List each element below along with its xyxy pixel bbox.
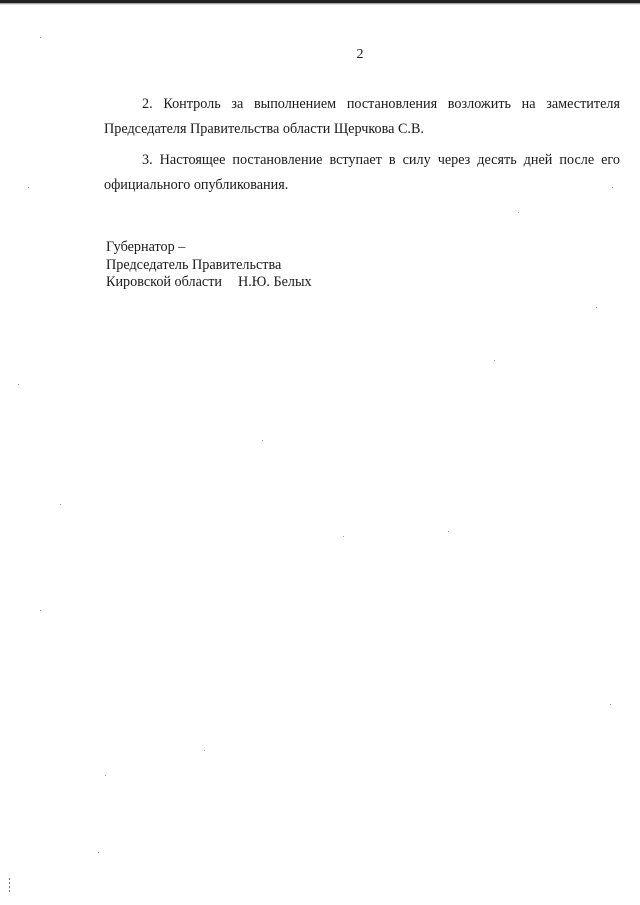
scan-speck bbox=[98, 852, 99, 853]
scan-speck bbox=[494, 360, 495, 361]
signature-title-line3: Кировской области bbox=[106, 274, 222, 290]
signature-block bbox=[106, 239, 312, 292]
scan-speck bbox=[262, 440, 263, 441]
signature-title-line2: Председатель Правительства bbox=[106, 256, 282, 273]
scan-speck bbox=[105, 775, 106, 776]
scan-margin-mark bbox=[9, 878, 10, 892]
scan-speck bbox=[60, 504, 61, 505]
scan-speck bbox=[28, 187, 29, 188]
paragraph-effective-date-line1: 3. Настоящее постановление вступает в силу через десять дней после его bbox=[142, 152, 620, 168]
scan-top-edge-shadow bbox=[0, 3, 640, 5]
scan-speck bbox=[610, 704, 611, 705]
paragraph-control bbox=[104, 92, 620, 142]
scan-speck bbox=[40, 610, 41, 611]
paragraph-effective-date-line2: официального опубликования. bbox=[104, 177, 289, 193]
signature-title-line1: Губернатор – bbox=[106, 239, 186, 255]
paragraph-effective-date bbox=[104, 148, 620, 198]
paragraph-control-line1: 2. Контроль за выполнением постановления возложить на заместителя bbox=[142, 96, 620, 112]
document-body bbox=[104, 92, 620, 204]
scan-speck bbox=[204, 750, 205, 751]
scan-speck bbox=[612, 187, 613, 188]
signature-title-line3-row bbox=[106, 274, 312, 292]
scan-speck bbox=[596, 307, 597, 308]
paragraph-control-line2: Председателя Правительства области Щерчкова С.В. bbox=[104, 121, 424, 137]
signature-name: Н.Ю. Белых bbox=[238, 274, 312, 290]
scan-speck bbox=[18, 384, 19, 385]
page-number: 2 bbox=[356, 47, 364, 62]
scan-speck bbox=[448, 531, 449, 532]
scan-speck bbox=[343, 536, 344, 537]
scan-speck bbox=[40, 37, 41, 38]
scan-speck bbox=[518, 212, 519, 213]
